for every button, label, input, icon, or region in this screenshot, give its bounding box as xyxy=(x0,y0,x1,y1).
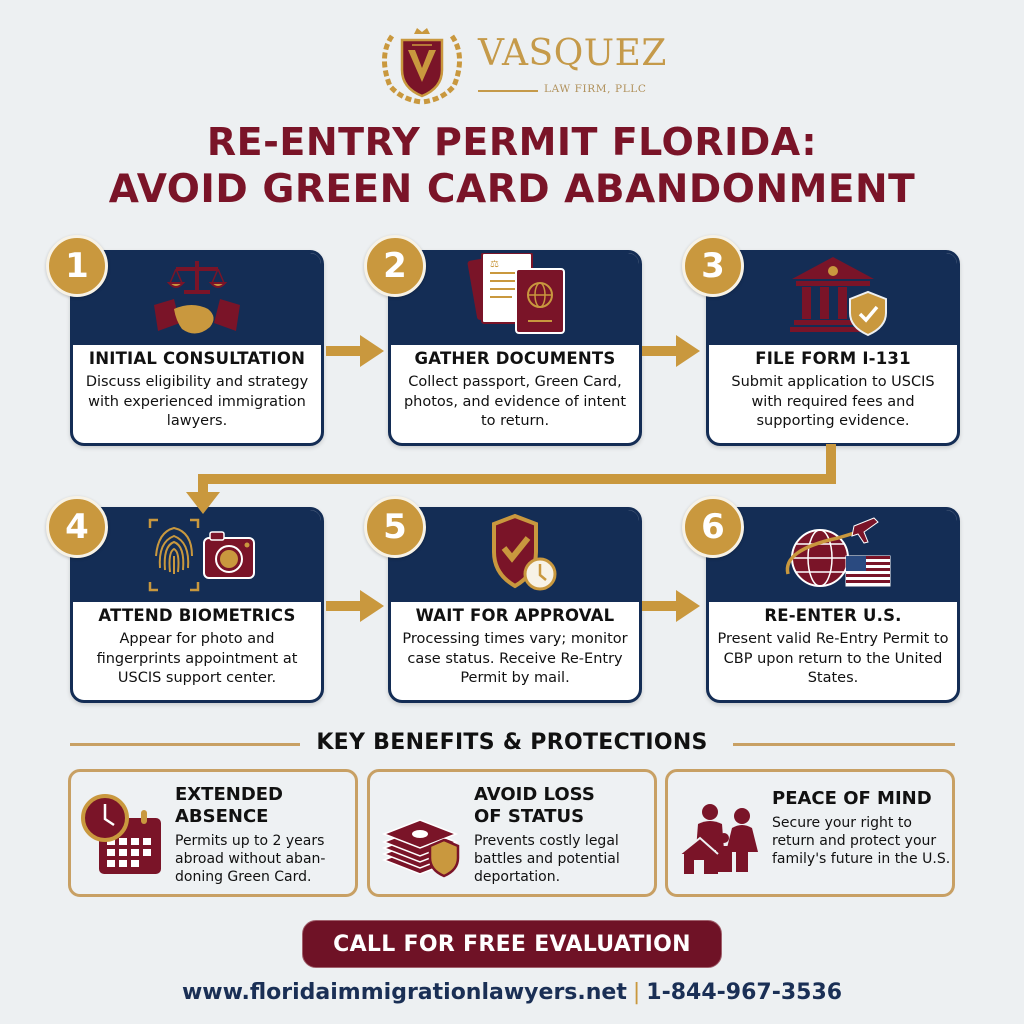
title-line-1: RE-ENTRY PERMIT FLORIDA: xyxy=(206,120,818,164)
step-description: Collect passport, Green Card, photos, and evidence of intent to return. xyxy=(403,374,627,429)
money-shield-icon xyxy=(380,794,464,878)
page-title xyxy=(0,118,1024,214)
step-number-badge: 3 xyxy=(682,235,744,297)
fingerprint-camera-icon xyxy=(122,512,272,604)
step-card-attend-biometrics xyxy=(70,507,324,703)
step-number-badge: 2 xyxy=(364,235,426,297)
benefit-description: Permits up to 2 years abroad without aban-doning Green Card. xyxy=(175,833,326,885)
documents-passport-icon xyxy=(450,250,580,341)
step-title: RE-ENTER U.S. xyxy=(764,606,902,625)
svg-text:⚖: ⚖ xyxy=(490,259,499,270)
step-title: GATHER DOCUMENTS xyxy=(414,349,616,368)
crest-shield-icon xyxy=(372,26,472,106)
benefit-title-line-2: ABSENCE xyxy=(175,806,269,827)
arrow-right-icon xyxy=(326,335,384,367)
benefit-card-extended-absence xyxy=(68,769,358,897)
benefit-description: Secure your right to return and protect your family's future in the U.S. xyxy=(772,815,951,867)
benefit-title xyxy=(175,784,355,828)
step-number-badge: 1 xyxy=(46,235,108,297)
calendar-clock-icon xyxy=(81,794,165,878)
benefits-heading: KEY BENEFITS & PROTECTIONS xyxy=(316,730,708,755)
footer-separator: | xyxy=(632,980,641,1005)
step-description: Discuss eligibility and strategy with experienced immigration lawyers. xyxy=(85,374,309,429)
family-home-icon xyxy=(678,794,762,878)
shield-check-clock-icon xyxy=(450,508,580,600)
free-evaluation-button[interactable]: CALL FOR FREE EVALUATION xyxy=(302,920,722,968)
benefit-title-line-1: EXTENDED xyxy=(175,784,283,805)
benefit-description: Prevents costly legal battles and potential deportation. xyxy=(474,833,620,885)
scales-handshake-icon xyxy=(132,257,262,349)
brand-name: VASQUEZ xyxy=(478,33,667,74)
step-card-re-enter xyxy=(706,507,960,703)
step-title: INITIAL CONSULTATION xyxy=(88,349,306,368)
brand-divider xyxy=(478,90,538,92)
step-description: Processing times vary; monitor case status. Receive Re-Entry Permit by mail. xyxy=(402,631,628,686)
globe-plane-flag-icon xyxy=(763,510,903,602)
step-title: ATTEND BIOMETRICS xyxy=(98,606,296,625)
step-title: FILE FORM I-131 xyxy=(755,349,911,368)
connector-arrow-icon xyxy=(180,444,840,514)
step-number-badge: 4 xyxy=(46,496,108,558)
step-description: Appear for photo and fingerprints appointment at USCIS support center. xyxy=(96,631,298,686)
website-link[interactable]: www.floridaimmigrationlawyers.net xyxy=(181,980,627,1005)
step-card-file-form xyxy=(706,250,960,446)
step-card-gather-documents xyxy=(388,250,642,446)
benefit-title-line-1: PEACE OF MIND xyxy=(772,788,932,809)
courthouse-shield-icon xyxy=(768,250,898,339)
step-card-initial-consultation xyxy=(70,250,324,446)
benefit-title xyxy=(474,784,654,828)
contact-footer xyxy=(0,980,1024,1005)
arrow-right-icon xyxy=(642,590,700,622)
arrow-right-icon xyxy=(326,590,384,622)
benefit-title-line-2: OF STATUS xyxy=(474,806,585,827)
arrow-right-icon xyxy=(642,335,700,367)
step-number-badge: 5 xyxy=(364,496,426,558)
benefit-card-peace-of-mind xyxy=(665,769,955,897)
step-title: WAIT FOR APPROVAL xyxy=(415,606,615,625)
firm-logo xyxy=(372,26,667,106)
benefit-title xyxy=(772,788,952,810)
section-divider-right xyxy=(733,743,955,746)
step-description: Present valid Re-Entry Permit to CBP upon return to the United States. xyxy=(717,631,949,686)
benefit-card-avoid-loss xyxy=(367,769,657,897)
step-number-badge: 6 xyxy=(682,496,744,558)
step-description: Submit application to USCIS with required fees and supporting evidence. xyxy=(731,374,935,429)
brand-subtitle: LAW FIRM, PLLC xyxy=(544,83,647,95)
title-line-2: AVOID GREEN CARD ABANDONMENT xyxy=(108,167,916,212)
phone-link[interactable]: 1-844-967-3536 xyxy=(646,980,843,1005)
benefit-title-line-1: AVOID LOSS xyxy=(474,784,595,805)
step-card-wait-for-approval xyxy=(388,507,642,703)
